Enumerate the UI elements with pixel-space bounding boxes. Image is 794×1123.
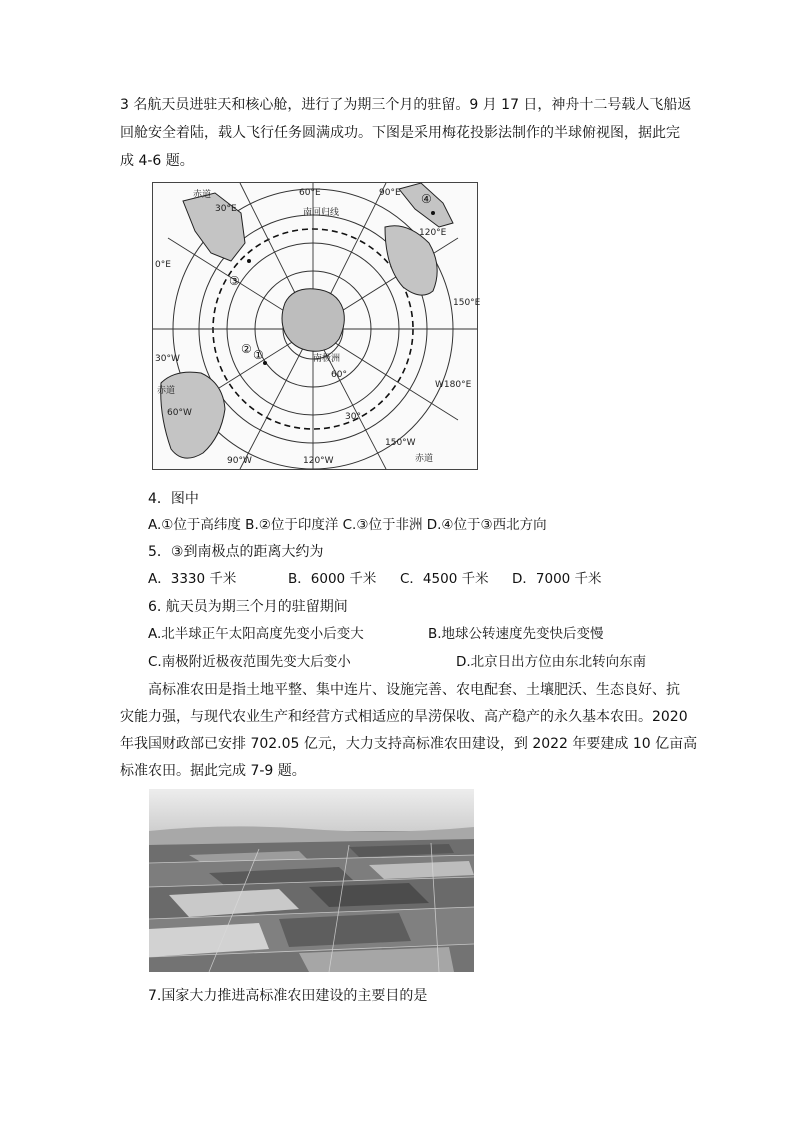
equator-label-1: 赤道 (193, 190, 212, 200)
q6-option-b: B.地球公转速度先变快后变慢 (428, 626, 604, 642)
lon-label-150e: 150°E (453, 298, 481, 308)
lon-label-120e: 120°E (419, 228, 447, 238)
para2-line-4: 标准农田。据此完成 7-9 题。 (120, 763, 306, 779)
lon-label-90w: 90°W (227, 456, 252, 466)
lat-label-60: 60° (331, 370, 347, 380)
q7-stem: 7.国家大力推进高标准农田建设的主要目的是 (148, 988, 428, 1004)
marker-4: ④ (421, 192, 432, 206)
farmland-photo-svg (149, 789, 474, 972)
q5-stem: 5．③到南极点的距离大约为 (148, 544, 324, 560)
lon-label-0e: 0°E (155, 260, 171, 270)
para2-line-1: 高标准农田是指土地平整、集中连片、设施完善、农电配套、土壤肥沃、生态良好、抗 (148, 682, 680, 698)
q6-option-d: D.北京日出方位由东北转向东南 (456, 654, 647, 670)
lon-label-60w: 60°W (167, 408, 192, 418)
equator-label-3: 赤道 (415, 454, 434, 464)
polar-map-svg (153, 183, 481, 469)
intro-line-3: 成 4-6 题。 (120, 153, 194, 169)
marker-3-dot (247, 259, 251, 263)
antarctica-landmass (282, 289, 344, 351)
lon-label-60e: 60°E (299, 188, 321, 198)
para2-line-2: 灾能力强，与现代农业生产和经营方式相适应的旱涝保收、高产稳产的永久基本农田。2020 (120, 709, 688, 725)
marker-1-dot (263, 361, 267, 365)
farmland-aerial-photo (149, 789, 474, 972)
lon-label-120w: 120°W (303, 456, 334, 466)
q6-option-a: A.北半球正午太阳高度先变小后变大 (148, 626, 364, 642)
antarctica-label: 南极洲 (313, 354, 341, 364)
marker-1: ① (253, 348, 264, 362)
intro-line-2: 回舱安全着陆，载人飞行任务圆满成功。下图是采用梅花投影法制作的半球俯视图，据此完 (120, 125, 680, 141)
q6-stem: 6. 航天员为期三个月的驻留期间 (148, 599, 348, 615)
q5-option-b: B．6000 千米 (288, 571, 377, 587)
q4-options: A.①位于高纬度 B.②位于印度洋 C.③位于非洲 D.④位于③西北方向 (148, 517, 547, 533)
marker-4-dot (431, 211, 435, 215)
lon-label-180: W180°E (435, 380, 472, 390)
marker-2: ② (241, 342, 252, 356)
marker-3: ③ (229, 274, 240, 288)
tropic-label: 南回归线 (303, 208, 340, 218)
para2-line-3: 年我国财政部已安排 702.05 亿元，大力支持高标准农田建设，到 2022 年要建成 10 亿亩高 (120, 736, 698, 752)
lon-label-30w: 30°W (155, 354, 180, 364)
q4-stem: 4．图中 (148, 491, 199, 507)
lon-label-90e: 90°E (379, 188, 401, 198)
q5-option-a: A．3330 千米 (148, 571, 237, 587)
equator-label-2: 赤道 (157, 386, 176, 396)
lat-label-30: 30° (345, 412, 361, 422)
lon-label-150w: 150°W (385, 438, 416, 448)
intro-line-1: 3 名航天员进驻天和核心舱，进行了为期三个月的驻留。9 月 17 日，神舟十二号载人飞船返 (120, 97, 692, 113)
lon-label-30e: 30°E (215, 204, 237, 214)
q5-option-c: C．4500 千米 (400, 571, 489, 587)
q6-option-c: C.南极附近极夜范围先变大后变小 (148, 654, 351, 670)
polar-projection-map (152, 182, 481, 470)
q5-option-d: D．7000 千米 (512, 571, 602, 587)
